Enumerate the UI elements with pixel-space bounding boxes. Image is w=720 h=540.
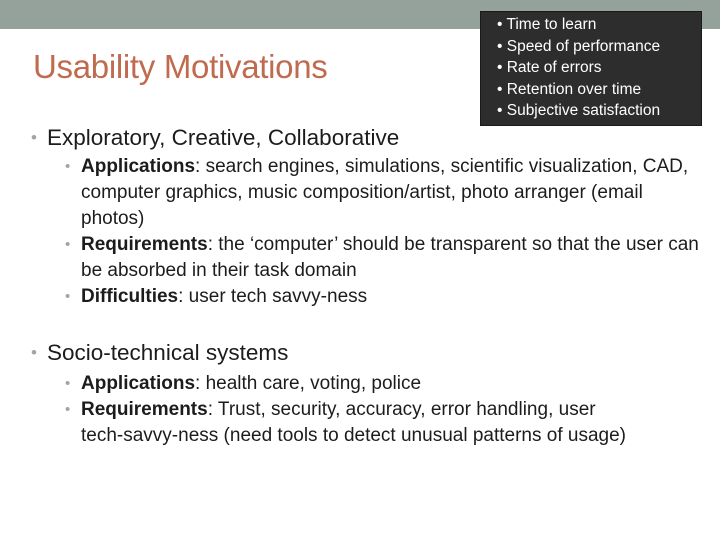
callout-item-rate-of-errors: • Rate of errors	[497, 59, 602, 77]
item-text: : the ‘computer’ should be transparent so that the user can be absorbed in their task domain	[81, 234, 699, 281]
slide-body	[31, 124, 711, 449]
section-heading-exploratory	[31, 124, 711, 152]
bullet-icon: •	[65, 288, 71, 305]
bullet-icon: •	[31, 128, 37, 147]
metrics-callout-box	[480, 11, 702, 126]
bullet-icon: •	[65, 401, 71, 418]
item-label: Applications	[81, 156, 196, 177]
slide-title: Usability Motivations	[33, 48, 328, 85]
list-item-requirements	[31, 397, 711, 449]
item-label: Requirements	[81, 234, 208, 255]
callout-item-subjective-satisfaction: • Subjective satisfaction	[497, 102, 661, 120]
callout-item-retention-over-time: • Retention over time	[497, 80, 642, 98]
item-text: : health care, voting, police	[195, 373, 422, 394]
bullet-icon: •	[65, 375, 71, 392]
callout-item-speed-of-performance: • Speed of performance	[497, 37, 661, 55]
list-item-requirements	[31, 232, 711, 284]
item-text: : search engines, simulations, scientific visualization, CAD, computer graphics, music composition/artist, photo arranger (email photos)	[81, 156, 689, 229]
item-text: : Trust, security, accuracy, error handling, user tech-savvy-ness (need tools to detect unusual patterns of usage)	[81, 399, 626, 446]
list-item-applications	[31, 371, 711, 397]
item-label: Difficulties	[81, 286, 179, 307]
list-item-applications	[31, 154, 711, 232]
list-item-difficulties	[31, 284, 711, 310]
section-heading-text: Exploratory, Creative, Collaborative	[47, 125, 400, 150]
section-heading-text: Socio-technical systems	[47, 340, 289, 365]
bullet-icon: •	[65, 236, 71, 253]
bullet-icon: •	[65, 158, 71, 175]
item-text: : user tech savvy-ness	[178, 286, 368, 307]
item-label: Requirements	[81, 399, 208, 420]
callout-item-time-to-learn: • Time to learn	[497, 16, 597, 33]
bullet-icon: •	[31, 343, 37, 362]
item-label: Applications	[81, 373, 196, 394]
section-heading-socio-technical	[31, 339, 711, 367]
